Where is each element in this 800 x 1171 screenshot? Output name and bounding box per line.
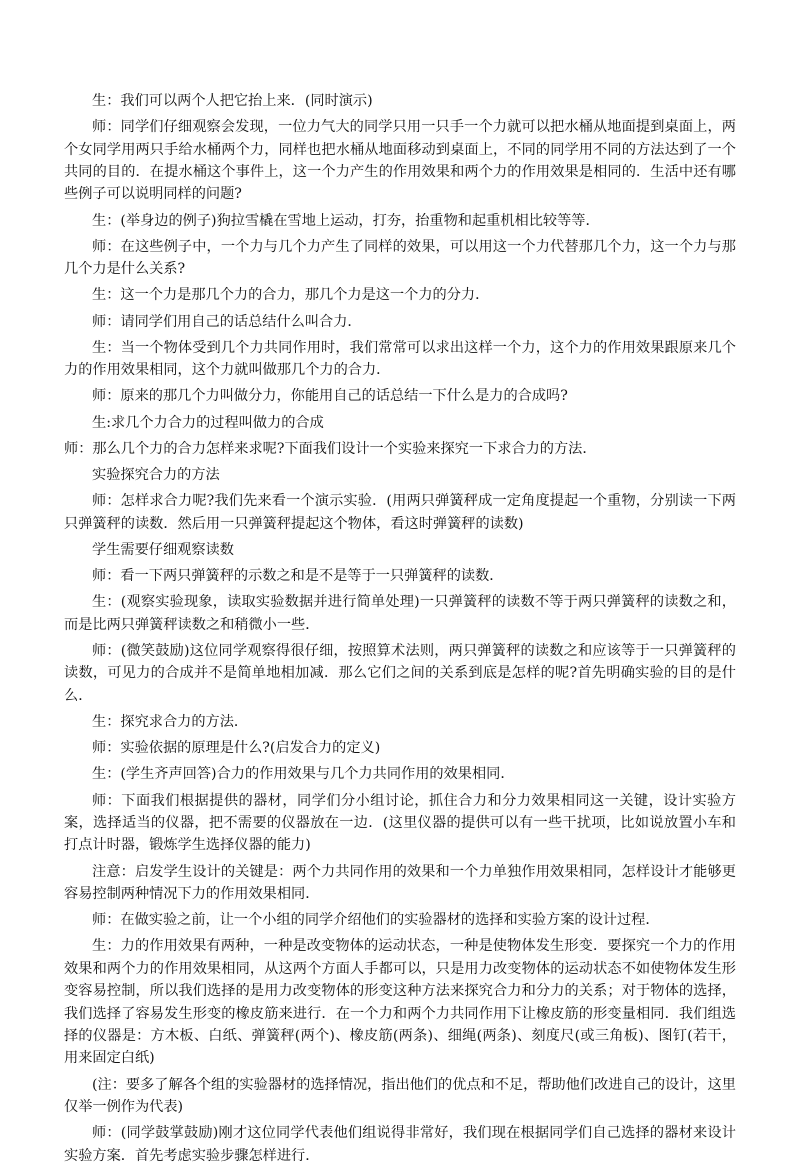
paragraph: 学生需要仔细观察读数 <box>92 541 234 558</box>
paragraph: 师：看一下两只弹簧秤的示数之和是不是等于一只弹簧秤的读数． <box>92 568 504 585</box>
paragraph: 师：(同学鼓掌鼓励)刚才这位同学代表他们组说得非常好，我们现在根据同学们自己选择的器材来设计实验方案．首先考虑实验步骤怎样进行． <box>64 1125 736 1164</box>
paragraph: 师：在这些例子中，一个力与几个力产生了同样的效果，可以用这一个力代替那几个力，这一个力与那几个力是什么关系? <box>64 238 736 278</box>
paragraph-list <box>64 90 736 1167</box>
paragraph: 生：(观察实验现象，读取实验数据并进行简单处理)一只弹簧秤的读数不等于两只弹簧秤的读数之和，而是比两只弹簧秤读数之和稍微小一些． <box>64 594 736 633</box>
paragraph: 师：在做实验之前，让一个小组的同学介绍他们的实验器材的选择和实验方案的设计过程． <box>92 912 660 929</box>
paragraph: 师：下面我们根据提供的器材，同学们分小组讨论，抓住合力和分力效果相同这一关键，设计实验方案，选择适当的仪器，把不需要的仪器放在一边．(这里仪器的提供可以有一些干扰项，比如说放置小车和打点计时器，锻炼学生选择仪器的能力) <box>64 792 736 854</box>
paragraph: 生：这一个力是那几个力的合力，那几个力是这一个力的分力． <box>92 287 490 304</box>
paragraph: 师：(微笑鼓励)这位同学观察得很仔细，按照算术法则，两只弹簧秤的读数之和应该等于一只弹簧秤的读数，可见力的合成并不是简单地相加减．那么它们之间的关系到底是怎样的呢?首先明确实验的目的是什么． <box>64 642 736 704</box>
paragraph: 注意：启发学生设计的关键是：两个力共同作用的效果和一个力单独作用效果相同，怎样设计才能够更容易控制两种情况下力的作用效果相同． <box>64 863 736 902</box>
paragraph: 师：实验依据的原理是什么?(启发合力的定义) <box>92 740 381 757</box>
paragraph: 生：力的作用效果有两种，一种是改变物体的运动状态，一种是使物体发生形变．要探究一个力的作用效果和两个力的作用效果相同，从这两个方面人手都可以，只是用力改变物体的运动状态不如使物体发生形变容易控制，所以我们选择的是用力改变物体的形变这种方法来探究合力和分力的关系；对于物体的选择，我们选择了容易发生形变的橡皮筋来进行．在一个力和两个力共同作用下让橡皮筋的形变量相同．我们组选择的仪器是：方木板、白纸、弹簧秤(两个)、橡皮筋(两条)、细绳(两条)、刻度尺(或三角板)、图钉(若干，用来固定白纸) <box>64 938 736 1067</box>
paragraph: 生：当一个物体受到几个力共同作用时，我们常常可以求出这样一个力，这个力的作用效果跟原来几个力的作用效果相同，这个力就叫做那几个力的合力． <box>64 339 736 379</box>
paragraph: 生：探究求合力的方法． <box>92 713 249 730</box>
paragraph: (注：要多了解各个组的实验器材的选择情况，指出他们的优点和不足，帮助他们改进自己的设计，这里仅举一例作为代表) <box>64 1076 736 1115</box>
paragraph: 实验探究合力的方法 <box>92 467 220 484</box>
paragraph: 师：同学们仔细观察会发现，一位力气大的同学只用一只手一个力就可以把水桶从地面提到桌面上，两个女同学用两只手给水桶两个力，同样也把水桶从地面移动到桌面上，不同的同学用不同的方法达到了一个共同的目的．在提水桶这个事件上，这一个力产生的作用效果和两个力的作用效果是相同的．生活中还有哪些例子可以说明同样的问题? <box>64 119 736 203</box>
paragraph: 生：我们可以两个人把它抬上来．(同时演示) <box>92 93 373 109</box>
document-page <box>64 90 736 1171</box>
paragraph: 师：原来的那几个力叫做分力，你能用自己的话总结一下什么是力的合成吗? <box>92 388 568 405</box>
paragraph: 生：(学生齐声回答)合力的作用效果与几个力共同作用的效果相同． <box>92 766 515 783</box>
paragraph: 师：那么几个力的合力怎样来求呢?下面我们设计一个实验来探究一下求合力的方法． <box>64 440 597 457</box>
paragraph: 生:求几个力合力的过程叫做力的合成 <box>92 414 324 431</box>
paragraph: 师：请同学们用自己的话总结什么叫合力． <box>92 313 362 330</box>
paragraph: 师：怎样求合力呢?我们先来看一个演示实验．(用两只弹簧秤成一定角度提起一个重物，分别读一下两只弹簧秤的读数．然后用一只弹簧秤提起这个物体，看这时弹簧秤的读数) <box>64 493 736 532</box>
paragraph: 生：(举身边的例子)狗拉雪橇在雪地上运动，打夯，抬重物和起重机相比较等等． <box>92 212 600 229</box>
